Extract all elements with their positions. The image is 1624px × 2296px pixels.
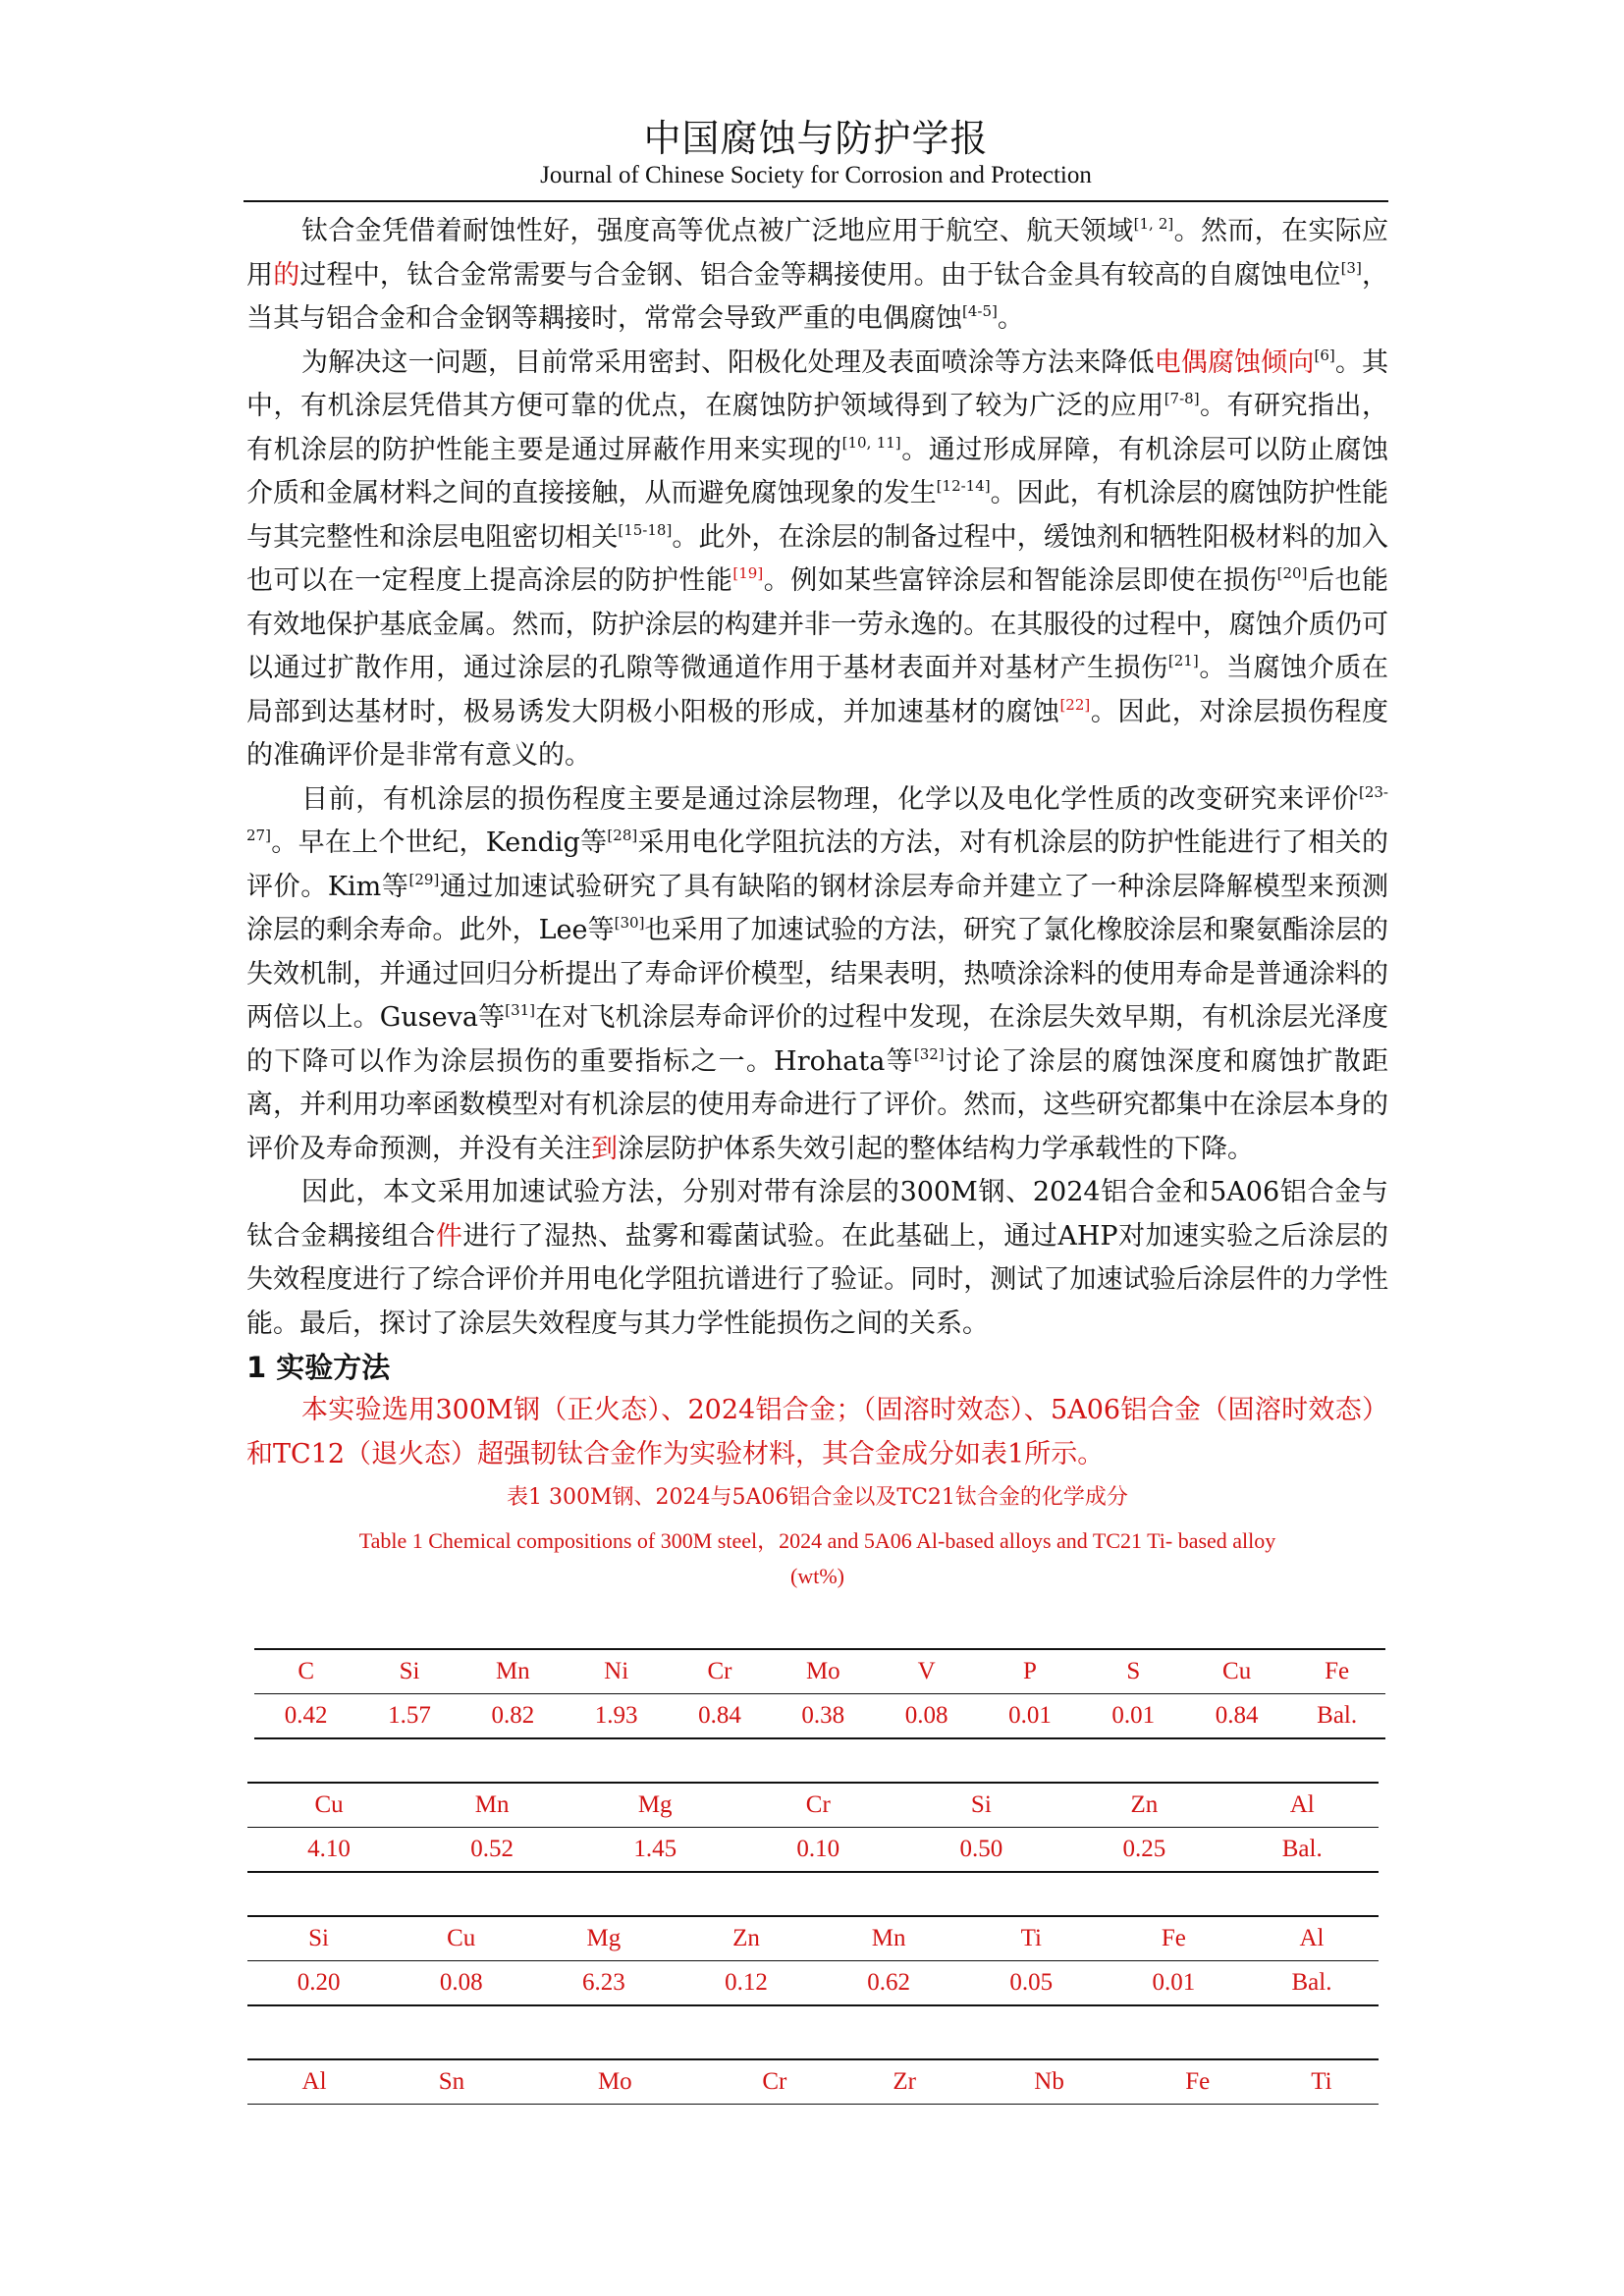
citation: [6] xyxy=(1314,346,1335,364)
text-run: 因此，本文采用加速试验方法，分别对带有涂层的300M钢、2024铝合金和5A06铝合金与钛合金耦接组合 xyxy=(246,1177,1388,1252)
element-symbol: Fe xyxy=(1288,1649,1385,1694)
text-run: 。早在上个世纪，Kendig等 xyxy=(270,828,608,858)
element-symbol: Al xyxy=(1245,1916,1379,1961)
section-heading: 1 实验方法 xyxy=(246,1351,391,1384)
text-run: 在对飞机涂层寿命评价的过程中发现，在涂层失效早期，有机涂层光泽度的下降可以作为涂层损伤的重要指标之一。Hrohata等 xyxy=(246,1002,1388,1077)
composition-value: 0.62 xyxy=(818,1961,960,2006)
citation: [28] xyxy=(607,827,638,844)
citation: [22] xyxy=(1059,695,1091,714)
composition-value: 0.01 xyxy=(1082,1694,1185,1739)
composition-value: 0.01 xyxy=(1103,1961,1245,2006)
citation: [7-8] xyxy=(1164,390,1200,407)
text-run: 。其中，有机涂层凭借其方便可靠的优点，在腐蚀防护领域得到了较为广泛的应用 xyxy=(246,347,1389,421)
element-symbol: Mn xyxy=(461,1649,565,1694)
element-symbol: Zn xyxy=(1062,1783,1225,1828)
composition-value: 1.93 xyxy=(565,1694,668,1739)
element-symbol: Cu xyxy=(390,1916,532,1961)
composition-value: Bal. xyxy=(1245,1961,1379,2006)
text-run: 。此外，在涂层的制备过程中，缓蚀剂和牺牲阳极材料的加入也可以在一定程度上提高涂层的防护性能 xyxy=(246,521,1389,596)
journal-title-en: Journal of Chinese Society for Corrosion and Protection xyxy=(540,162,1092,188)
journal-title-cn: 中国腐蚀与防护学报 xyxy=(643,117,989,160)
element-symbol: Cr xyxy=(708,2059,841,2105)
composition-value: 0.08 xyxy=(875,1694,978,1739)
composition-value: 0.01 xyxy=(978,1694,1081,1739)
composition-value: 0.84 xyxy=(1185,1694,1288,1739)
citation: [31] xyxy=(505,1001,536,1019)
composition-value: 0.84 xyxy=(668,1694,771,1739)
table-unit: (wt%) xyxy=(790,1564,844,1588)
text-run: 后也能有效地保护基底金属。然而，防护涂层的构建并非一劳永逸的。在其服役的过程中，腐蚀介质仍可以通过扩散作用，通过涂层的孔隙等微通道作用于基材表面并对基材产生损伤 xyxy=(246,565,1389,683)
composition-value: 1.45 xyxy=(573,1828,736,1873)
element-symbol: Si xyxy=(247,1916,390,1961)
paragraph-intro-1 xyxy=(246,210,1388,342)
text-run: 到 xyxy=(591,1133,618,1164)
composition-table-steel xyxy=(254,1648,1385,1739)
text-run: 也采用了加速试验的方法，研究了氯化橡胶涂层和聚氨酯涂层的失效机制，并通过回归分析提出了寿命评价模型，结果表明，热喷涂涂料的使用寿命是普通涂料的两倍以上。Guseva等 xyxy=(246,915,1388,1033)
composition-value-row xyxy=(254,1694,1385,1739)
table-caption-cn: 表1 300M钢、2024与5A06铝合金以及TC21钛合金的化学成分 xyxy=(507,1485,1128,1510)
element-symbol: V xyxy=(875,1649,978,1694)
citation: [19] xyxy=(732,564,764,582)
composition-value: 0.42 xyxy=(254,1694,357,1739)
composition-value: 0.20 xyxy=(247,1961,390,2006)
composition-value: 0.25 xyxy=(1062,1828,1225,1873)
article-body xyxy=(246,210,1388,1598)
element-symbol: Cu xyxy=(247,1783,410,1828)
element-symbol: Mn xyxy=(410,1783,573,1828)
citation: [12-14] xyxy=(936,477,991,495)
composition-value: 6.23 xyxy=(532,1961,675,2006)
composition-value: 0.05 xyxy=(960,1961,1103,2006)
element-header-row xyxy=(247,2059,1379,2105)
citation: [15-18] xyxy=(618,520,673,539)
element-symbol: Zr xyxy=(841,2059,968,2105)
text-run: 为解决这一问题，目前常采用密封、阳极化处理及表面喷涂等方法来降低 xyxy=(301,347,1155,378)
text-run: 。然而，在实际应用 xyxy=(246,216,1389,291)
text-run: 采用电化学阻抗法的方法，对有机涂层的防护性能进行了相关的评价。Kim等 xyxy=(246,828,1388,902)
text-run: 目前，有机涂层的损伤程度主要是通过涂层物理，化学以及电化学性质的改变研究来评价 xyxy=(301,783,1359,815)
composition-table-2024 xyxy=(247,1782,1379,1873)
element-symbol: Sn xyxy=(381,2059,522,2105)
text-run: 的 xyxy=(273,259,300,291)
paragraph-intro-2 xyxy=(246,342,1388,778)
text-run: 。因此，有机涂层的腐蚀防护性能与其完整性和涂层电阻密切相关 xyxy=(246,478,1389,553)
composition-value: 0.10 xyxy=(736,1828,899,1873)
element-symbol: Si xyxy=(899,1783,1062,1828)
element-header-row xyxy=(247,1916,1379,1961)
element-symbol: S xyxy=(1082,1649,1185,1694)
journal-header xyxy=(244,116,1388,190)
text-run: 。通过形成屏障，有机涂层可以防止腐蚀介质和金属材料之间的直接接触，从而避免腐蚀现象的发生 xyxy=(246,434,1389,508)
table-caption-en: Table 1 Chemical compositions of 300M steel，2024 and 5A06 Al-based alloys and TC21 Ti- based alloy xyxy=(358,1528,1276,1553)
citation: [29] xyxy=(408,870,440,888)
element-symbol: Fe xyxy=(1103,1916,1245,1961)
element-symbol: Ti xyxy=(960,1916,1103,1961)
citation: [4-5] xyxy=(962,302,998,320)
composition-value: 0.82 xyxy=(461,1694,565,1739)
element-symbol: Cr xyxy=(668,1649,771,1694)
element-symbol: Zn xyxy=(675,1916,817,1961)
citation: [1, 2] xyxy=(1133,215,1174,233)
element-symbol: C xyxy=(254,1649,357,1694)
text-run: 涂层防护体系失效引起的整体结构力学承载性的下降。 xyxy=(618,1133,1254,1164)
element-symbol: Mo xyxy=(522,2059,708,2105)
element-header-row xyxy=(254,1649,1385,1694)
composition-value: Bal. xyxy=(1288,1694,1385,1739)
composition-value: 4.10 xyxy=(247,1828,410,1873)
header-rule xyxy=(244,200,1388,202)
text-run: 通过加速试验研究了具有缺陷的钢材涂层寿命并建立了一种涂层降解模型来预测涂层的剩余寿命。此外，Lee等 xyxy=(246,871,1388,945)
composition-value: 0.38 xyxy=(772,1694,875,1739)
text-run: 过程中，钛合金常需要与合金钢、铝合金等耦接使用。由于钛合金具有较高的自腐蚀电位 xyxy=(299,259,1341,291)
composition-value-row xyxy=(247,1961,1379,2006)
element-symbol: Al xyxy=(247,2059,381,2105)
element-symbol: Mg xyxy=(532,1916,675,1961)
text-run: 讨论了涂层的腐蚀深度和腐蚀扩散距离，并利用功率函数模型对有机涂层的使用寿命进行了评价。然而，这些研究都集中在涂层本身的评价及寿命预测，并没有关注 xyxy=(246,1045,1388,1164)
element-symbol: Ti xyxy=(1265,2059,1379,2105)
composition-value: 1.57 xyxy=(357,1694,460,1739)
element-symbol: Mo xyxy=(772,1649,875,1694)
citation: [3] xyxy=(1340,258,1362,277)
citation: [23-27] xyxy=(246,782,1388,844)
element-symbol: Mg xyxy=(573,1783,736,1828)
text-run: 。有研究指出，有机涂层的防护性能主要是通过屏蔽作用来实现的 xyxy=(246,391,1389,465)
composition-value: 0.50 xyxy=(899,1828,1062,1873)
composition-value: 0.12 xyxy=(675,1961,817,2006)
citation: [20] xyxy=(1276,564,1308,582)
element-symbol: P xyxy=(978,1649,1081,1694)
text-run: 。因此，对涂层损伤程度的准确评价是非常有意义的。 xyxy=(246,696,1389,771)
composition-value: Bal. xyxy=(1225,1828,1379,1873)
paragraph-materials xyxy=(246,1389,1388,1476)
text-run: 本实验选用300M钢（正火态）、2024铝合金；（固溶时效态）、5A06铝合金（固溶时效态）和TC12（退火态）超强韧钛合金作为实验材料，其合金成分如表1所示。 xyxy=(246,1395,1388,1469)
text-run: 。例如某些富锌涂层和智能涂层即使在损伤 xyxy=(763,565,1277,596)
element-symbol: Ni xyxy=(565,1649,668,1694)
text-run: 件 xyxy=(435,1220,463,1252)
element-symbol: Si xyxy=(357,1649,460,1694)
citation: [32] xyxy=(913,1044,945,1063)
element-header-row xyxy=(247,1783,1379,1828)
element-symbol: Al xyxy=(1225,1783,1379,1828)
text-run: ，当其与铝合金和合金钢等耦接时，常常会导致严重的电偶腐蚀 xyxy=(246,259,1389,334)
element-symbol: Nb xyxy=(967,2059,1130,2105)
citation: [30] xyxy=(614,914,645,932)
composition-table-5a06 xyxy=(247,1915,1379,2006)
composition-value: 0.08 xyxy=(390,1961,532,2006)
text-run: 钛合金凭借着耐蚀性好，强度高等优点被广泛地应用于航空、航天领域 xyxy=(301,216,1134,246)
composition-value: 0.52 xyxy=(410,1828,573,1873)
citation: [10, 11] xyxy=(841,433,901,452)
text-run: 电偶腐蚀倾向 xyxy=(1154,347,1315,378)
element-symbol: Fe xyxy=(1131,2059,1265,2105)
composition-table-tc21 xyxy=(247,2058,1379,2105)
text-run: 。当腐蚀介质在局部到达基材时，极易诱发大阴极小阳极的形成，并加速基材的腐蚀 xyxy=(246,653,1389,727)
paragraph-intro-4 xyxy=(246,1171,1388,1346)
paragraph-intro-3 xyxy=(246,778,1388,1172)
composition-value-row xyxy=(247,1828,1379,1873)
citation: [21] xyxy=(1167,652,1199,669)
element-symbol: Cu xyxy=(1185,1649,1288,1694)
element-symbol: Cr xyxy=(736,1783,899,1828)
text-run: 进行了湿热、盐雾和霉菌试验。在此基础上，通过AHP对加速实验之后涂层的失效程度进行了综合评价并用电化学阻抗谱进行了验证。同时，测试了加速试验后涂层件的力学性能。最后，探讨了涂层失效程度与其力学性能损伤之间的关系。 xyxy=(246,1220,1388,1339)
element-symbol: Mn xyxy=(818,1916,960,1961)
text-run: 。 xyxy=(997,303,1024,334)
